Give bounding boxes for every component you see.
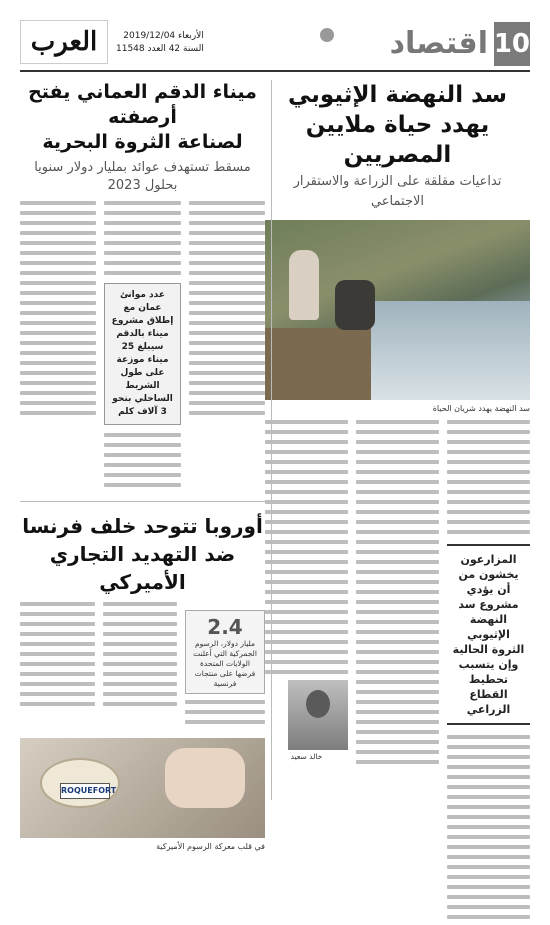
duqm-body: [20, 201, 265, 493]
date-line: الأربعاء 2019/12/04: [123, 31, 204, 41]
photo-hand: [165, 748, 245, 808]
date-block: [116, 30, 204, 56]
main-body-col-2: [356, 420, 439, 925]
page-number: 10: [494, 22, 530, 66]
section-title: اقتصاد: [389, 26, 488, 61]
europe-body-col-1: [185, 602, 265, 730]
main-story-body: [265, 420, 530, 925]
main-body-col-1: [447, 420, 530, 925]
photo-person-crouching: [335, 280, 375, 330]
europe-headline-line2: ضد التهديد التجاري الأميركي: [49, 542, 236, 594]
duqm-body-col-3: [20, 201, 96, 493]
side-stories-column: [20, 80, 265, 851]
column-divider: [271, 80, 272, 800]
main-story-photo: [265, 220, 530, 400]
main-headline: [265, 80, 530, 170]
cheese-photo: [20, 738, 265, 838]
main-story-column: [265, 80, 530, 800]
duqm-subheadline-line1: مسقط تستهدف عوائد بمليار دولار سنويا: [34, 160, 251, 175]
duqm-headline: [20, 80, 265, 155]
author-name: خالد سعيد: [290, 752, 323, 761]
main-pullquote: المزارعون يخشون من أن يؤدي مشروع سد النهضة الإثيوبي الثروة الحالية وإن يتسبب تحطيط القطاع الزراعي: [447, 544, 530, 725]
europe-body-col-3: [20, 602, 95, 730]
cheese-label: ROQUEFORT: [60, 783, 110, 799]
duqm-body-col-1: [189, 201, 265, 493]
quote-mark-icon: [320, 28, 334, 42]
main-body-col-3: [265, 420, 348, 925]
photo-ground: [265, 328, 384, 400]
duqm-subheadline-line2: بحلول 2023: [107, 178, 178, 193]
duqm-subheadline: [20, 159, 265, 195]
author-photo: [288, 680, 348, 750]
europe-body: [20, 602, 265, 730]
masthead: [20, 18, 530, 76]
europe-headline: [20, 512, 265, 596]
duqm-headline-line1: ميناء الدقم العماني يفتح أرصفته: [28, 81, 257, 128]
europe-body-col-2: [103, 602, 178, 730]
main-headline-line1: سد النهضة الإثيوبي: [288, 82, 507, 108]
issue-line: السنة 42 العدد 11548: [116, 44, 204, 54]
europe-stat-number: 2.4: [207, 615, 243, 639]
duqm-headline-line2: لصناعة الثروة البحرية: [42, 131, 243, 153]
newspaper-logo: العرب: [20, 20, 108, 64]
cheese-photo-caption: في قلب معركة الرسوم الأميركية: [156, 842, 265, 851]
header-divider: [20, 70, 530, 72]
duqm-body-col-2: [104, 201, 180, 493]
story-divider: [20, 501, 265, 502]
photo-person-standing: [289, 250, 319, 320]
europe-stat-box: [185, 610, 265, 694]
main-subheadline: تداعيات مقلقة على الزراعة والاستقرار الاجتماعي: [293, 174, 502, 209]
europe-headline-line1: أوروبا تتوحد خلف فرنسا: [22, 514, 263, 538]
main-headline-line2: يهدد حياة ملايين المصريين: [305, 112, 490, 168]
europe-stat-text: مليار دولار، الرسوم الجمركية التي أعلنت الولايات المتحدة فرضها على منتجات فرنسية: [193, 639, 257, 688]
photo-water: [371, 301, 530, 400]
main-photo-caption: سد النهضة يهدد شريان الحياة: [432, 404, 530, 413]
duqm-highlight: عدد موانئ عمان مع إطلاق مشروع ميناء بالدقم سيبلغ 25 ميناء موزعة على طول الشريط الساحلي بنحو 3 آلاف كلم: [104, 283, 180, 425]
